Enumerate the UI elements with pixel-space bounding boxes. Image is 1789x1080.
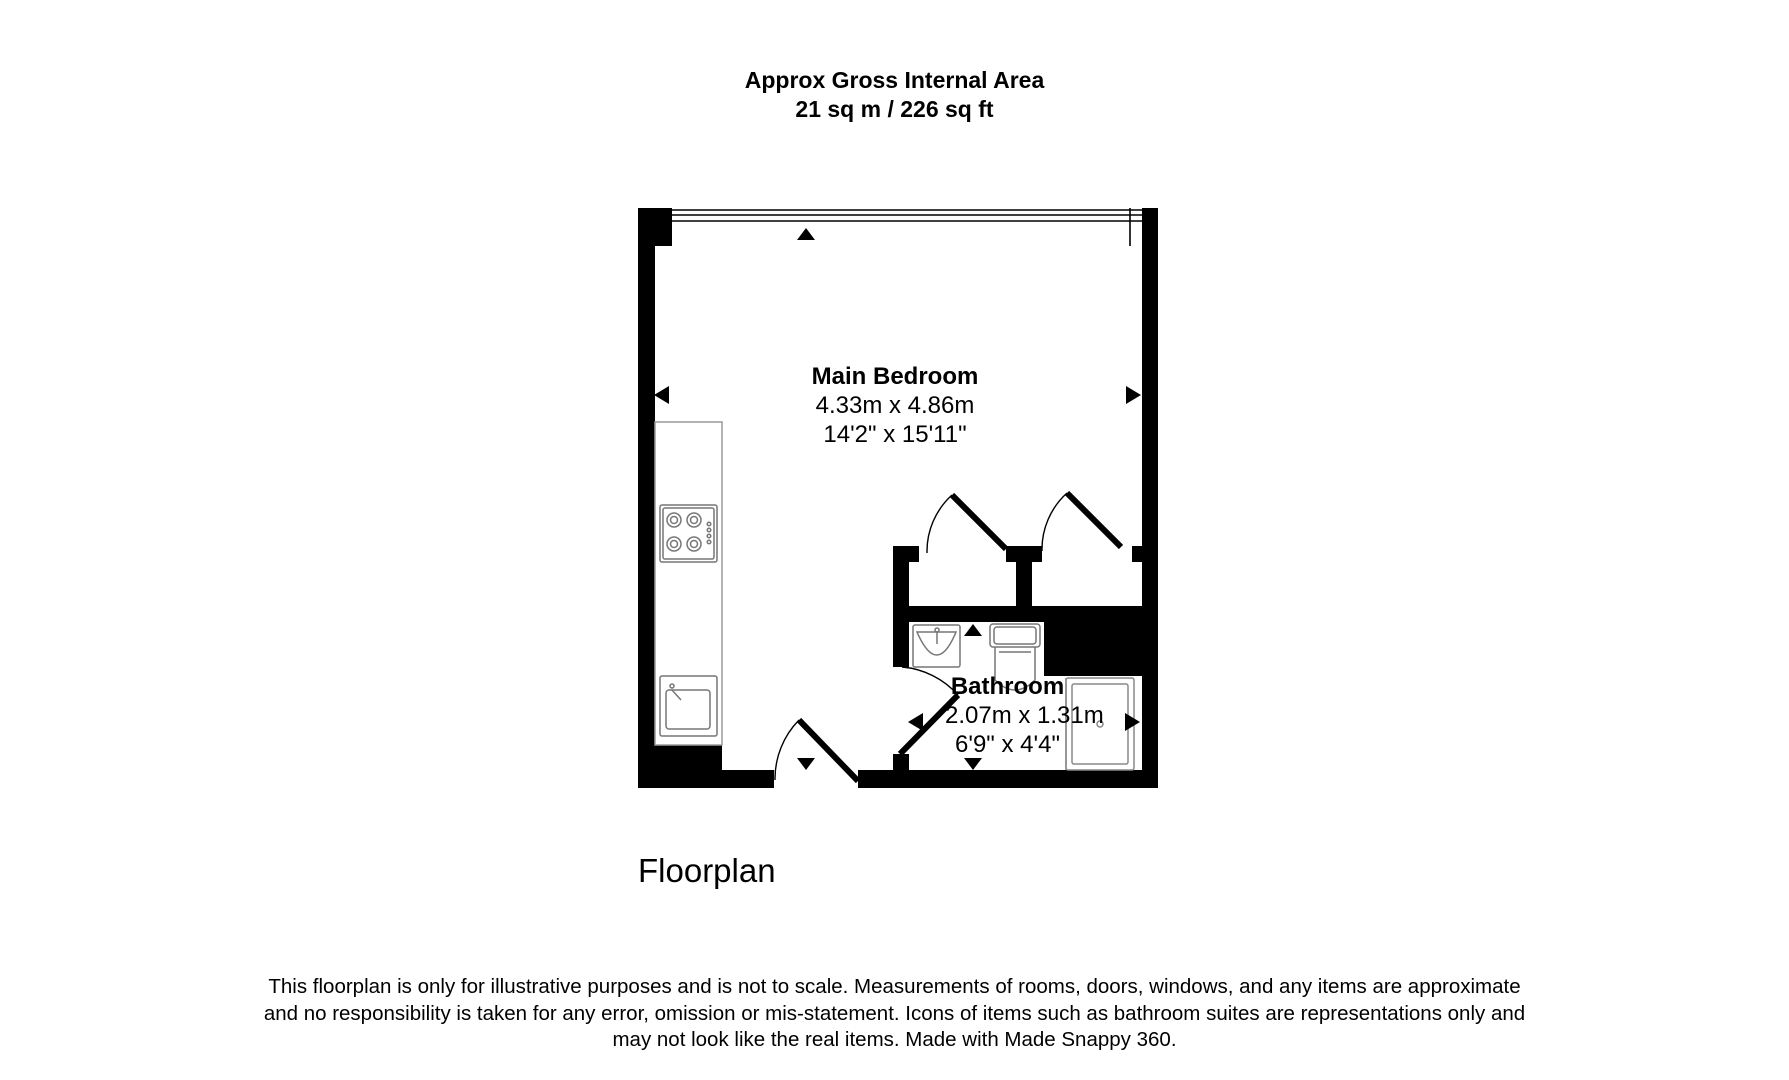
kitchen-counter bbox=[655, 422, 722, 745]
cupboard-divider bbox=[1016, 546, 1032, 606]
washbasin-icon bbox=[913, 625, 960, 667]
room-name: Main Bedroom bbox=[811, 363, 979, 390]
room-label-main-bedroom bbox=[790, 362, 1000, 449]
area-title: Approx Gross Internal Area bbox=[744, 67, 1045, 93]
stub-mid-right bbox=[1032, 546, 1042, 562]
stub-left bbox=[893, 546, 919, 562]
outer-walls bbox=[638, 208, 1158, 788]
wall-left bbox=[638, 208, 655, 788]
disclaimer bbox=[0, 974, 1789, 1054]
room-size-metric: 4.33m x 4.86m bbox=[815, 392, 975, 419]
bathroom-block bbox=[1044, 608, 1142, 676]
stub-right bbox=[1132, 546, 1142, 562]
disclaimer-line: may not look like the real items. Made with Made Snappy 360. bbox=[612, 1028, 1177, 1051]
room-size-imperial: 6'9" x 4'4" bbox=[955, 731, 1060, 758]
disclaimer-line: and no responsibility is taken for any error, omission or mis-statement. Icons of items such as bathroom suites are representations only and bbox=[263, 1001, 1526, 1025]
floorplan-caption: Floorplan bbox=[638, 852, 776, 889]
wall-right bbox=[1142, 208, 1158, 788]
wall-bottom-right bbox=[858, 770, 1158, 788]
room-size-imperial: 14'2" x 15'11" bbox=[823, 421, 967, 448]
area-value: 21 sq m / 226 sq ft bbox=[795, 96, 994, 122]
wall-top-left-corner bbox=[638, 208, 672, 246]
room-name: Bathroom bbox=[950, 673, 1065, 700]
room-size-metric: 2.07m x 1.31m bbox=[945, 702, 1104, 729]
disclaimer-line: This floorplan is only for illustrative purposes and is not to scale. Measurements of rooms, doors, windows, and any items are approximate bbox=[268, 975, 1521, 998]
window-icon bbox=[672, 208, 1142, 246]
bathroom-wall-left bbox=[893, 546, 909, 667]
hob-icon bbox=[660, 505, 717, 562]
kitchen-bottom-block bbox=[655, 745, 722, 770]
kitchen-sink-icon bbox=[660, 676, 717, 736]
wall-bottom-left bbox=[638, 770, 774, 788]
bathroom-wall-left-lower bbox=[893, 754, 909, 770]
stub-mid-left bbox=[1006, 546, 1016, 562]
room-label-bathroom bbox=[945, 672, 1104, 759]
